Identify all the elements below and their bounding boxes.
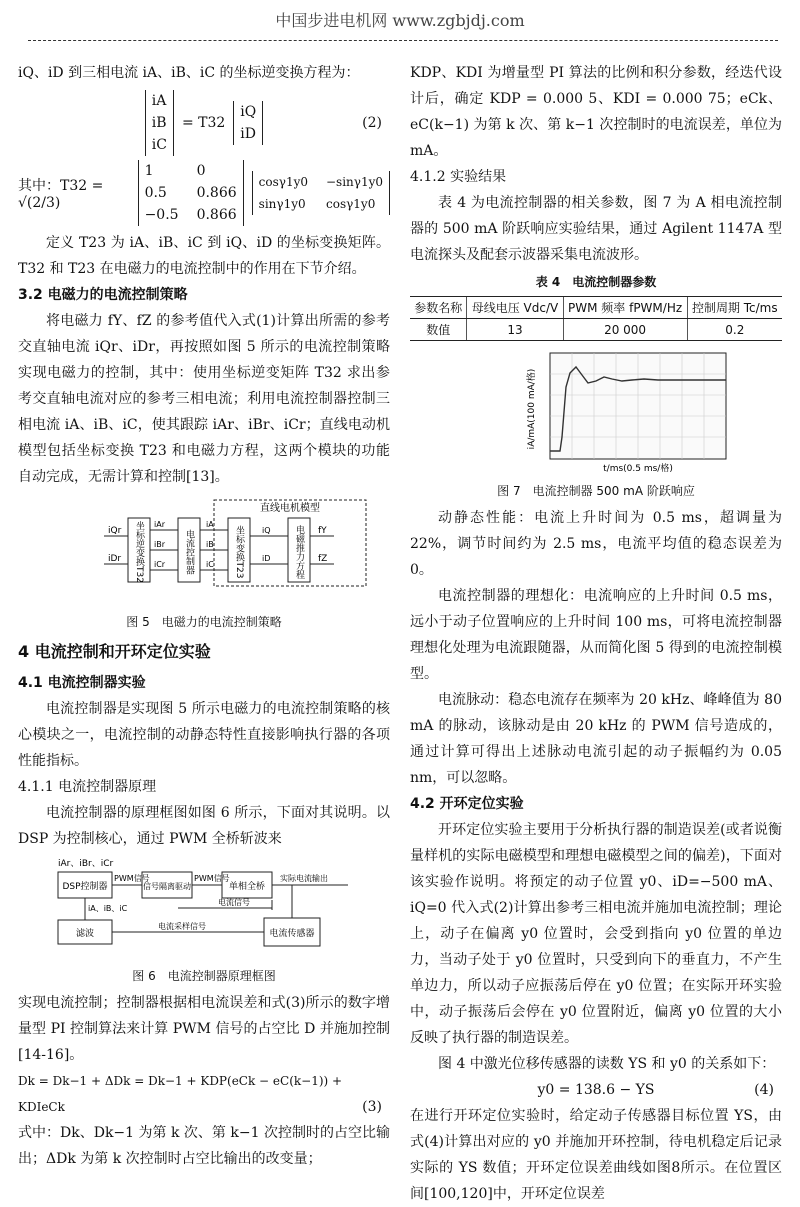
- eq3-number: (3): [362, 1099, 382, 1115]
- eq3-explanation: 式中：Dk、Dk−1 为第 k 次、第 k−1 次控制时的占空比输出；ΔDk 为第 k 次控制时占空比输出的改变量；: [18, 1125, 390, 1167]
- fig5-out-label: fZ: [318, 554, 328, 564]
- figure-5-diagram: [18, 496, 390, 608]
- figure-6-caption: 图 6 电流控制器原理框图: [132, 969, 276, 983]
- fig5-in-label: iDr: [108, 554, 122, 564]
- section-4-1-text: 电流控制器是实现图 5 所示电磁力的电流控制策略的核心模块之一，电流控制的动静态特性直接影响执行器的各项性能指标。: [18, 701, 390, 769]
- section-4-1-2-text: 表 4 为电流控制器的相关参数，图 7 为 A 相电流控制器的 500 mA 阶跃响应实验结果，通过 Agilent 1147A 型电流探头及配套示波器采集电流波形。: [410, 195, 782, 263]
- left-column: [18, 60, 390, 1172]
- control-text: 实现电流控制；控制器根据相电流误差和式(3)所示的数字增量型 PI 控制算法来计算 PWM 信号的占空比 D 并施加控制[14-16]。: [18, 995, 390, 1063]
- table-header: PWM 频率 fPWM/Hz: [563, 297, 687, 319]
- right-column: [410, 60, 782, 1207]
- pi-params-text: KDP、KDI 为增量型 PI 算法的比例和积分参数，经迭代设计后，确定 KDP = 0.000 5、KDI = 0.000 75；eCk、eC(k−1) 为第 k 次、第 k−1 次控制时的电流误差，单位为 mA。: [410, 65, 782, 159]
- section-4-2-heading: 4.2 开环定位实验: [410, 796, 524, 812]
- section-4-2-text: 开环定位实验主要用于分析执行器的制造误差(或者说衡量样机的实际电磁模型和理想电磁模型之间的偏差)，下面对该实验作说明。将预定的动子位置 y0、iD=−500 mA、iQ=0 代入式(2)计算出参考三相电流并施加电流控制；理论上，动子在偏离 y0 位置时，会受到指向 y0 位置的单边力，当动子处于 y0 位置时，只受到向下的垂直力，不产生单边力，所以动子应振荡后停在 y0 位置；在实际开环实验中，动子振荡后会停在 y0 位置附近，偏离 y0 位置的大小反映了执行器的制造误差。: [410, 822, 782, 1046]
- motor-model-label: 直线电机模型: [260, 503, 320, 514]
- fig5-mid-label: iCr: [154, 560, 166, 569]
- section-4-heading: 4 电流控制和开环定位实验: [18, 642, 211, 661]
- sensor-block-label: 电流传感器: [269, 929, 315, 939]
- fig6-pwm-label: PWM信号: [114, 874, 150, 883]
- equation-3-number-row: [18, 1094, 390, 1120]
- t32-prefix: 其中：T32 = √(2/3): [18, 178, 104, 211]
- bridge-block-label: 单相全桥: [228, 882, 266, 892]
- equation-2: [18, 90, 390, 156]
- fig6-sample-label: 电流采样信号: [158, 922, 206, 931]
- block-inverse-transform-label: 坐标逆变换T32: [134, 521, 144, 583]
- header-divider: [28, 40, 778, 41]
- isolation-block-label: 信号隔离驱动: [143, 882, 191, 891]
- section-3-2-heading: 3.2 电磁力的电流控制策略: [18, 287, 188, 303]
- eq4-body: y0 = 138.6 − YS: [537, 1082, 655, 1098]
- idealization-text: 电流控制器的理想化：电流响应的上升时间 0.5 ms，远小于动子位置响应的上升时间 100 ms，可将电流控制器理想化处理为电流跟随器，从而简化图 5 得到的电流控制模型。: [410, 588, 782, 682]
- eq3-body: Dk = Dk−1 + ΔDk = Dk−1 + KDP(eCk − eC(k−1)) + KDIeCk: [18, 1074, 343, 1114]
- eq2-dq-vector: iQ iD: [233, 101, 263, 145]
- figure-4-text: 图 4 中激光位移传感器的读数 YS 和 y0 的关系如下：: [438, 1056, 776, 1072]
- table-cell: 数值: [410, 319, 467, 341]
- figure-5-caption: 图 5 电磁力的电流控制策略: [126, 615, 282, 629]
- table-row: [410, 319, 782, 341]
- eq2-mid: = T32: [181, 115, 226, 131]
- block-force-equation-label: 电磁推力方程: [294, 525, 304, 579]
- figure-6-diagram: [18, 856, 390, 962]
- table-cell: 0.2: [687, 319, 782, 341]
- fig6-output-label: 实际电流输出: [280, 874, 328, 883]
- table-header: 母线电压 Vdc/V: [467, 297, 563, 319]
- table-header: 控制周期 Tc/ms: [687, 297, 782, 319]
- definition-text: 定义 T23 为 iA、iB、iC 到 iQ、iD 的坐标变换矩阵。T32 和 T23 在电磁力的电流控制中的作用在下节介绍。: [18, 235, 390, 277]
- table-4-title: 表 4 电流控制器参数: [535, 275, 657, 289]
- last-paragraph: 在进行开环定位实验时，给定动子传感器目标位置 YS，由式(4)计算出对应的 y0 并施加开环控制，待电机稳定后记录实际的 YS 数值；开环定位误差曲线如图8所示。在位置区间[100,120]中，开环定位误差: [410, 1108, 782, 1202]
- fig6-feedback-label: 电流信号: [218, 898, 250, 907]
- section-3-2-text: 将电磁力 fY、fZ 的参考值代入式(1)计算出所需的参考交直轴电流 iQr、iDr，再按照如图 5 所示的电流控制策略实现电磁力的控制，其中：使用坐标逆变矩阵 T32 求出参考交直轴电流对应的参考三相电流；利用电流控制器控制三相电流 iA、iB、iC，使其跟踪 iAr、iBr、iCr；直线电动机模型包括坐标变换 T23 和电磁力方程，这两个模块的功能自动完成，无需计算和控制[13]。: [18, 313, 390, 485]
- equation-3: [18, 1068, 390, 1114]
- fig5-mid3-label: iQ: [262, 526, 271, 535]
- block-current-controller-label: 电流控制器: [184, 529, 194, 575]
- figure-7-plot: [410, 347, 782, 477]
- fig5-mid-label: iBr: [154, 540, 165, 549]
- section-4-1-2-heading: 4.1.2 实验结果: [410, 169, 507, 185]
- fig5-out-label: fY: [318, 526, 327, 536]
- fig5-mid2-label: iC: [206, 560, 214, 569]
- fig6-input-labels: iA、iB、iC: [88, 904, 128, 913]
- eq2-current-vector: iA iB iC: [145, 90, 174, 156]
- fig5-mid2-label: iA: [206, 520, 214, 529]
- t32-matrix: 1 0 0.5 0.866 −0.5 0.866: [138, 160, 244, 226]
- dsp-block-label: DSP控制器: [62, 882, 108, 892]
- fig7-xlabel: t/ms(0.5 ms/格): [603, 464, 673, 474]
- section-4-1-1-heading: 4.1.1 电流控制器原理: [18, 779, 157, 795]
- fig5-mid3-label: iD: [262, 554, 271, 563]
- page-header: 中国步进电机网 www.zgbjdj.com: [275, 11, 525, 30]
- section-4-1-heading: 4.1 电流控制器实验: [18, 675, 146, 691]
- fig5-in-label: iQr: [108, 526, 122, 536]
- table-4: [410, 296, 782, 341]
- fig5-mid2-label: iB: [206, 540, 214, 549]
- figure-7-caption: 图 7 电流控制器 500 mA 阶跃响应: [497, 484, 695, 498]
- intro-text: iQ、iD 到三相电流 iA、iB、iC 的坐标逆变换方程为：: [18, 65, 360, 81]
- t32-rotation-matrix: cosγ1y0 −sinγ1y0 sinγ1y0 cosγ1y0: [252, 171, 390, 215]
- fig5-mid-label: iAr: [154, 520, 165, 529]
- dynamic-performance-text: 动静态性能：电流上升时间为 0.5 ms，超调量为 22%，调节时间约为 2.5 ms，电流平均值的稳态误差为 0。: [410, 510, 782, 578]
- eq4-number: (4): [754, 1082, 774, 1098]
- fig6-top-label: iAr、iBr、iCr: [58, 859, 114, 869]
- block-transform-label: 坐标变换T23: [234, 525, 244, 579]
- t32-equation: [18, 160, 390, 226]
- table-header: 参数名称: [410, 297, 467, 319]
- table-cell: 20 000: [563, 319, 687, 341]
- ripple-text: 电流脉动：稳态电流存在频率为 20 kHz、峰峰值为 80 mA 的脉动，该脉动是由 20 kHz 的 PWM 信号造成的，通过计算可得出上述脉动电流引起的动子振幅约为 0.05 nm，可以忽略。: [410, 692, 782, 786]
- filter-block-label: 滤波: [75, 929, 95, 939]
- eq2-number: (2): [362, 115, 382, 131]
- table-cell: 13: [467, 319, 563, 341]
- section-4-1-1-text: 电流控制器的原理框图如图 6 所示，下面对其说明。以 DSP 为控制核心，通过 PWM 全桥斩波来: [18, 805, 390, 847]
- fig6-pwm-label: PWM信号: [194, 874, 230, 883]
- fig7-ylabel: iA/mA(100 mA/格): [527, 368, 537, 450]
- equation-4: [410, 1077, 782, 1103]
